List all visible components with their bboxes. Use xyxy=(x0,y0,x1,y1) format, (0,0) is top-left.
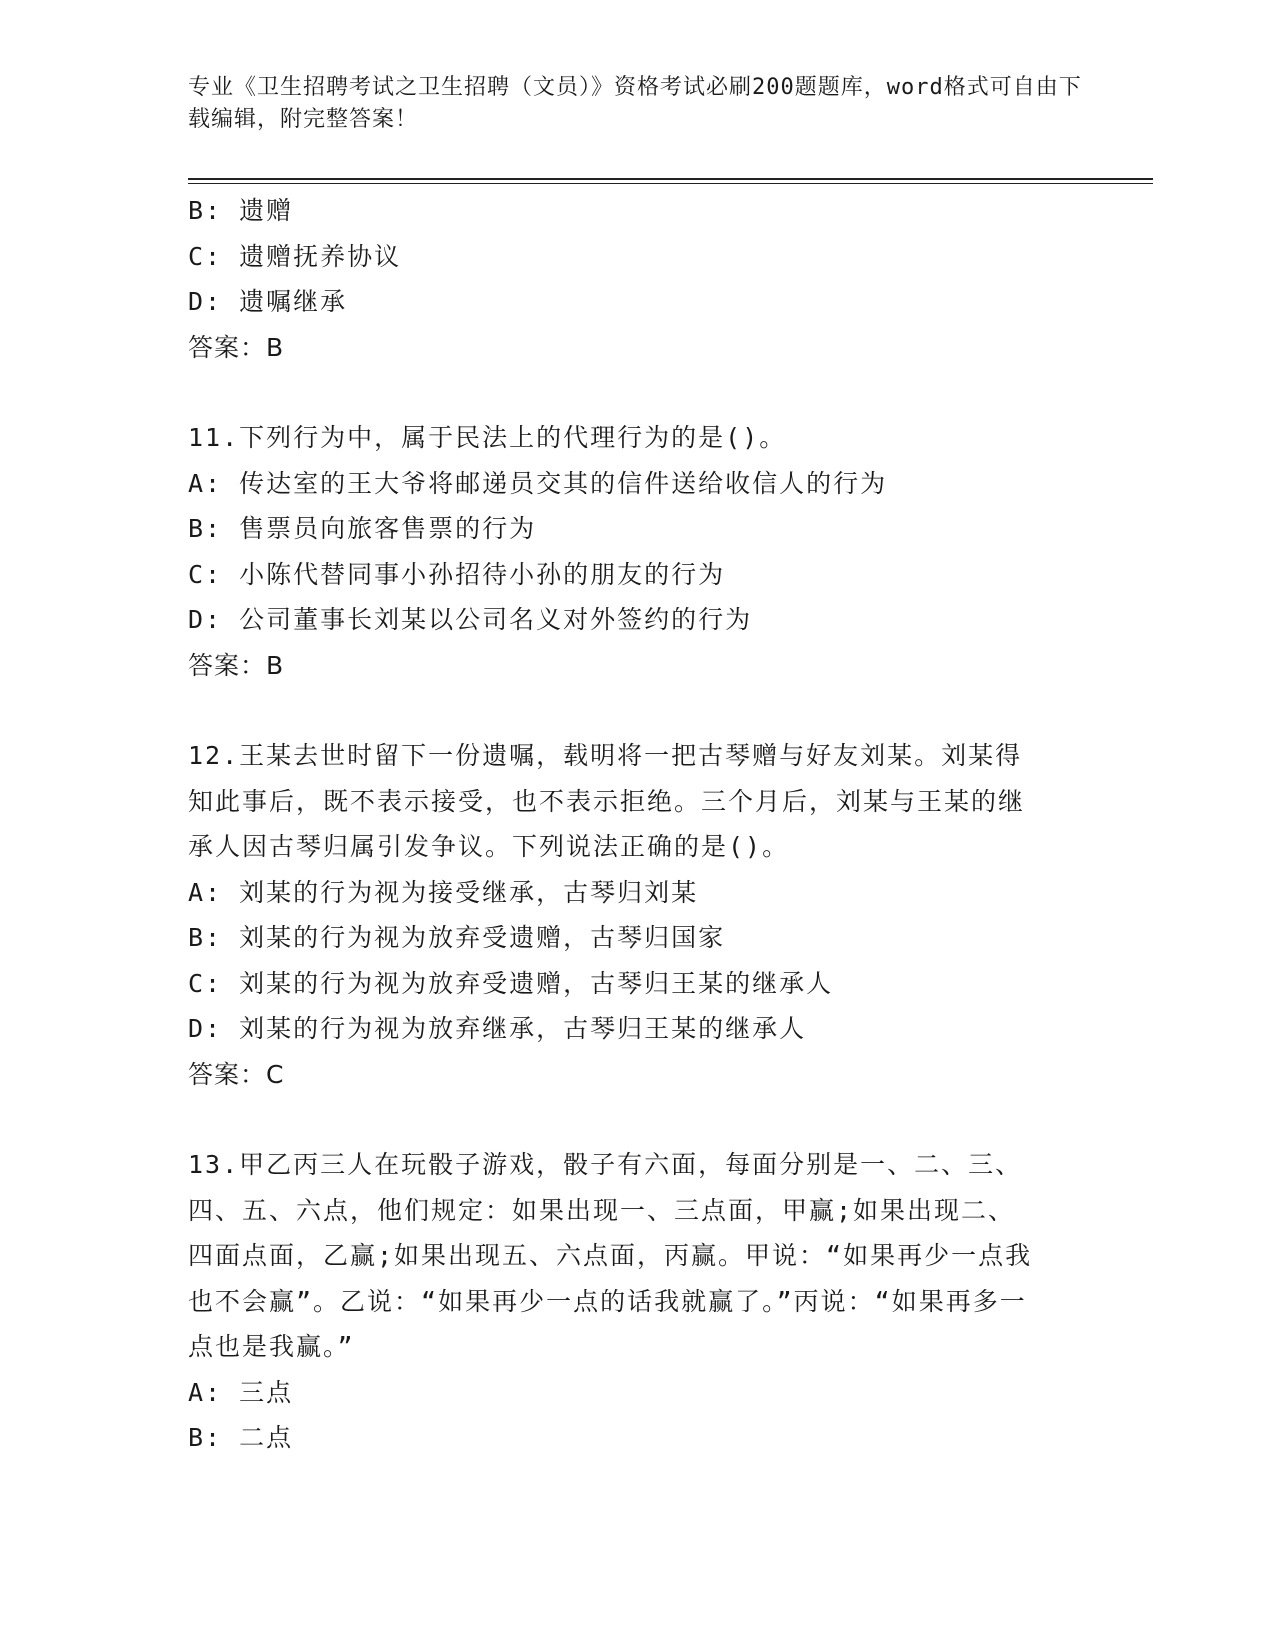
spacer xyxy=(188,1097,1088,1142)
answer-text: 答案：B xyxy=(188,332,285,362)
question-block-10 xyxy=(188,188,1088,370)
header-divider-thin xyxy=(188,183,1153,184)
option-a: A: 三点 xyxy=(188,1377,294,1407)
option-c: C: 小陈代替同事小孙招待小孙的朋友的行为 xyxy=(188,559,726,589)
option-a: A: 刘某的行为视为接受继承，古琴归刘某 xyxy=(188,877,699,907)
option-c: C: 刘某的行为视为放弃受遗赠，古琴归王某的继承人 xyxy=(188,968,834,998)
option-c: C: 遗赠抚养协议 xyxy=(188,241,402,271)
spacer xyxy=(188,688,1088,733)
option-d: D: 公司董事长刘某以公司名义对外签约的行为 xyxy=(188,605,753,634)
answer-text: 答案：C xyxy=(188,1059,285,1089)
question-text: 13.甲乙丙三人在玩骰子游戏，骰子有六面，每面分别是一、二、三、四、五、六点，他们规定：如果出现一、三点面，甲赢;如果出现二、四面点面，乙赢;如果出现五、六点面，丙赢。甲说：“如果再少一点我也不会赢”。乙说：“如果再少一点的话我就赢了。”丙说：“如果再多一点也是我赢。” xyxy=(188,1150,1033,1361)
option-b: B: 刘某的行为视为放弃受遗赠，古琴归国家 xyxy=(188,923,726,952)
option-b: B: 遗赠 xyxy=(188,196,294,225)
document-header: 专业《卫生招聘考试之卫生招聘（文员）》资格考试必刷200题题库，word格式可自由下载编辑，附完整答案！ xyxy=(188,75,1082,132)
answer-text: 答案：B xyxy=(188,650,285,680)
option-a: A: 传达室的王大爷将邮递员交其的信件送给收信人的行为 xyxy=(188,468,888,498)
spacer xyxy=(188,370,1088,415)
option-b: B: 售票员向旅客售票的行为 xyxy=(188,514,537,543)
header-divider-thick xyxy=(188,178,1153,180)
question-text: 11.下列行为中，属于民法上的代理行为的是()。 xyxy=(188,423,787,452)
question-text: 12.王某去世时留下一份遗嘱，载明将一把古琴赠与好友刘某。刘某得知此事后，既不表示接受，也不表示拒绝。三个月后，刘某与王某的继承人因古琴归属引发争议。下列说法正确的是()。 xyxy=(188,741,1026,861)
option-d: D: 遗嘱继承 xyxy=(188,287,348,316)
question-block-11 xyxy=(188,415,1088,688)
option-b: B: 二点 xyxy=(188,1423,294,1452)
question-block-13 xyxy=(188,1142,1088,1461)
option-d: D: 刘某的行为视为放弃继承，古琴归王某的继承人 xyxy=(188,1014,807,1043)
question-block-12 xyxy=(188,733,1088,1097)
question-list xyxy=(188,188,1088,1461)
